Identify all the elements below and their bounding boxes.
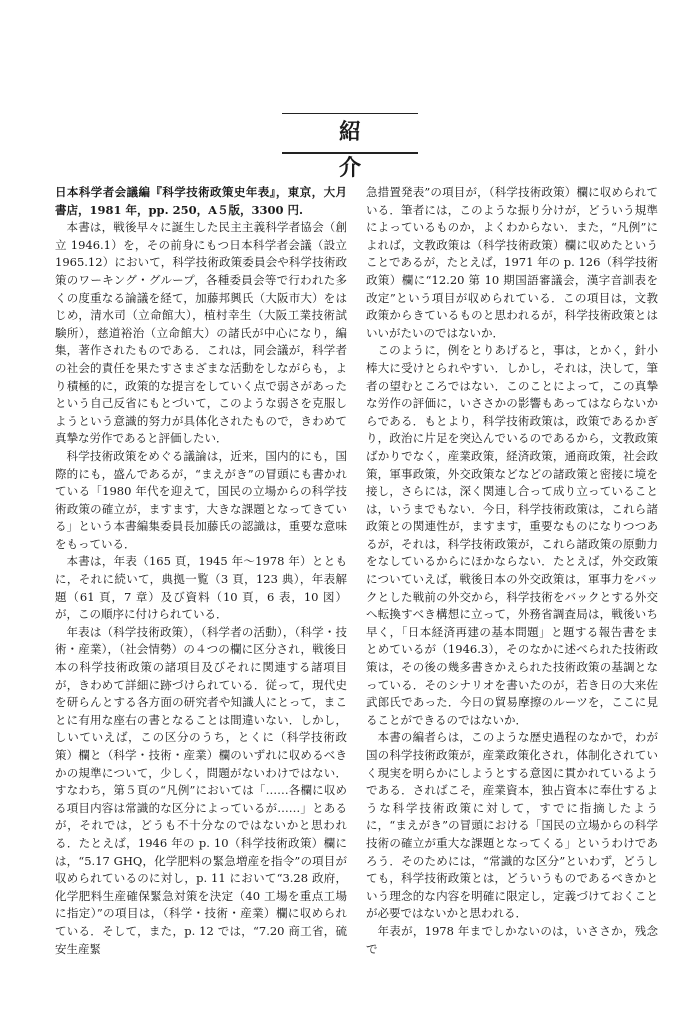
- title-box: [282, 113, 436, 181]
- paragraph: 本書の編者らは，このような歴史過程のなかで，わが国の科学技術政策が，産業政策化され，体制化されていく現実を明らかにしようとする意図に貫かれているようである．さればこそ，産業資本，独占資本に奉仕するような科学技術政策に対して，すでに指摘したように，“まえがき”の冒頭における「国民の立場からの科学技術の確立が重大な課題となってくる」というわけであろう．そのためには，“常識的な区分”といわず，どうしても，科学技術政策とは，どういうものであるべきかという理念的な内容を明確に限定し，定義づけておくことが必要ではないかと思われる．: [366, 730, 658, 921]
- paragraph: このように，例をとりあげると，事は，とかく，針小棒大に受けとられやすい．しかし，それは，決して，筆者の望むところではない．このことによって，この真摯な労作の評価に，いささかの影響もあってはならないからである．もとより，科学技術政策は，政策であるかぎり，政治に片足を突込んでいるのであるから，文教政策ばかりでなく，産業政策，経済政策，通商政策，社会政策，軍事政策，外交政策などなどの諸政策と密接に境を接し，さらには，深く関連し合って成り立っていることは，いうまでもない．今日，科学技術政策は，これら諸政策との関連性が，ますます，重要なものになりつつあるが，それは，科学技術政策が，これら諸政策の原動力をなしているからにほかならない．たとえば，外交政策についていえば，戦後日本の外交政策は，軍事力をバックとした戦前の外交から，科学技術をバックとする外交へ転換すべき構想に立って，外務省調査局は，戦後いち早く，「日本経済再建の基本問題」と題する報告書をまとめているが（1946.3），そのなかに述べられた技術政策は，その後の幾多書きかえられた技術政策の基調となっている．そのシナリオを書いたのが，若き日の大来佐武郎氏であった．今日の貿易摩擦のルーツを，ここに見ることができるのではないか．: [366, 343, 658, 727]
- citation: 日本科学者会議編『科学技術政策史年表』，東京，大月書店，1981 年，pp. 250，A５版，3300 円.: [55, 185, 347, 217]
- left-column: [55, 184, 347, 958]
- paragraph: 急措置発表”の項目が，（科学技術政策）欄に収められている．筆者には，このような振り分けが，どういう規準によっているものか，よくわからない．また，“凡例”によれば，文教政策は（科学技術政策）欄に収めたということであるが，たとえば，1971 年の p. 126（科学技術政策）欄に“12.20 第 10 期国語審議会，漢字音訓表を改定”という項目が収められている．この項目は，文教政策からきているものと思われるが，科学技術政策とはいいがたいのではないか．: [366, 185, 658, 340]
- paragraph: 本書は，年表（165 頁，1945 年～1978 年）とともに，それに続いて，典拠一覧（3 頁，123 典），年表解題（61 頁，7 章）及び資料（10 頁，6 表，10 図）が，この順序に付けられている．: [55, 554, 347, 622]
- paragraph: 年表が，1978 年までしかないのは，いささか，残念で: [366, 923, 658, 956]
- paragraph: 科学技術政策をめぐる議論は，近来，国内的にも，国際的にも，盛んであるが，“まえがき”の冒頭にも書かれている「1980 年代を迎えて，国民の立場からの科学技術政策の確立が，ますます，大きな課題となってきている」という本書編集委員長加藤氏の認識は，重要な意味をもっている．: [55, 448, 347, 551]
- page-title: 紹 介: [338, 119, 436, 181]
- paragraph: 年表は（科学技術政策），（科学者の活動），（科学・技術・産業），（社会情勢）の４つの欄に区分され，戦後日本の科学技術政策の諸項目及びそれに関連する諸項目が，きわめて詳細に跡づけられている．従って，現代史を研らんとする各方面の研究者や知識人にとって，まことに有用な座右の書となることは間違いない．しかし，しいていえば，この区分のうち，とくに（科学技術政策）欄と（科学・技術・産業）欄のいずれに収めるべきかの規準について，少しく，問題がないわけではない．すなわち，第５頁の“凡例”においては「……各欄に収める項目内容は常識的な区分によっているが……」とあるが，それでは，どうも不十分なのではないかと思われる．たとえば，1946 年の p. 10（科学技術政策）欄には，“5.17 GHQ，化学肥料の緊急増産を指令”の項目が収められているのに対し，p. 11 において“3.28 政府，化学肥料生産確保緊急対策を決定（40 工場を重点工場に指定）”の項目は，（科学・技術・産業）欄に収められている．そして，また，p. 12 では，“7.20 商工省，硫安生産緊: [55, 624, 347, 956]
- right-column: [366, 184, 658, 958]
- paragraph: 本書は，戦後早々に誕生した民主主義科学者協会（創立 1946.1）を，その前身にもつ日本科学者会議（設立 1965.12）において，科学技術政策委員会や科学技術政策のワーキング・グループ，各種委員会等で行われた多くの度重なる論議を経て，加藤邦興氏（大阪市大）をはじめ，清水司（立命館大），植村幸生（大阪工業技術試験所），慈道裕治（立命館大）の諸氏が中心になり，編集，著作されたものである．これは，同会議が，科学者の社会的責任を果たすさまざまな活動をしながらも，より積極的に，政策的な提言をしていく点で弱さがあったという自己反省にもとづいて，このような弱さを克服しようという意識的努力が具体化されたもので，きわめて真摯な労作であると評価したい．: [55, 220, 347, 446]
